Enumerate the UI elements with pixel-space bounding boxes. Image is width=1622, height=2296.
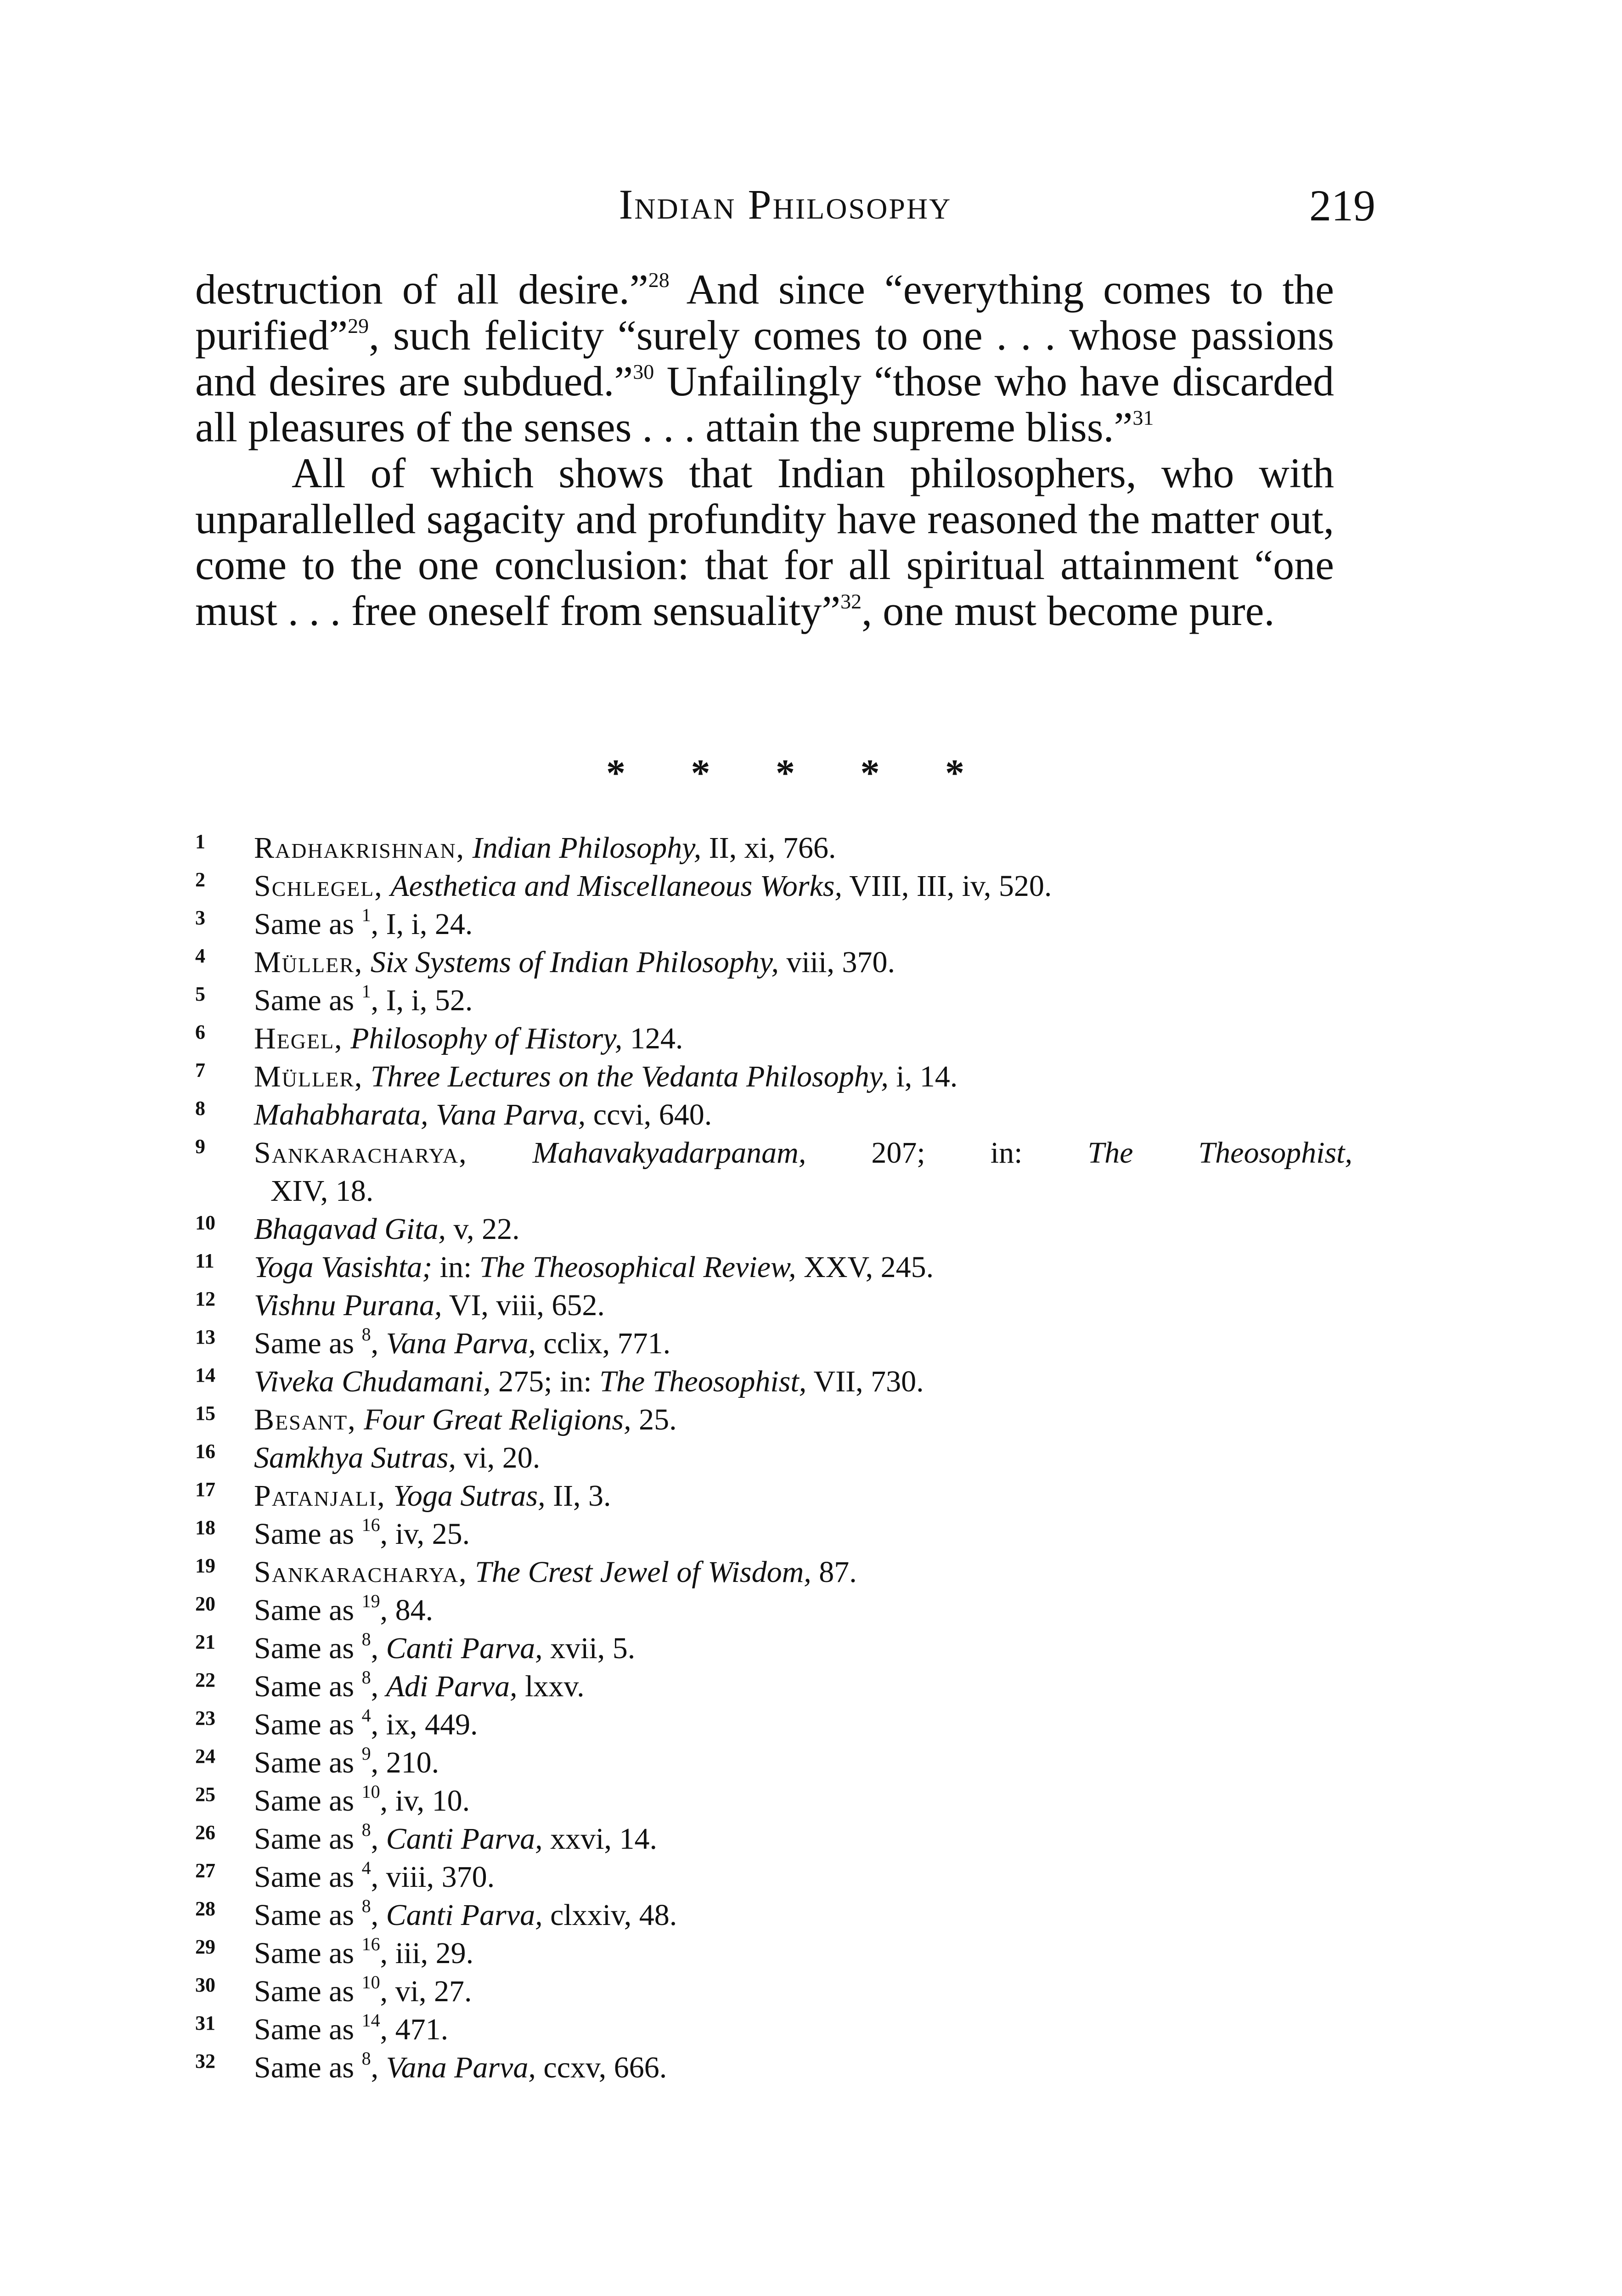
footnote-reference: 87. <box>811 1555 857 1589</box>
footnote-text <box>254 1858 1352 1896</box>
section-separator <box>606 751 964 795</box>
footnote-text <box>254 1286 1352 1324</box>
footnote-text <box>254 905 1352 943</box>
paragraph-1 <box>195 266 1334 450</box>
body-text <box>195 266 1334 634</box>
footnote-number: 26 <box>195 1821 215 1844</box>
footnote-prefix: Same as <box>254 1327 362 1360</box>
footnote-prefix: Same as <box>254 1898 362 1932</box>
footnote-crossref: 16 <box>361 1514 380 1535</box>
footnote <box>195 981 1352 1019</box>
footnote <box>195 2010 1352 2048</box>
text-run: Unfailingly “those who have discarded all pleasures of the senses . . . attain the supreme bliss.” <box>195 358 1334 450</box>
footnote-prefix: Same as <box>254 984 362 1017</box>
footnote-reference: xxvi, 14. <box>542 1822 657 1856</box>
footnote <box>195 1401 1352 1439</box>
footnote-title: Vana Parva, <box>386 1327 536 1360</box>
footnote-reference: 25. <box>631 1403 677 1436</box>
footnote-reference: , <box>371 1670 386 1703</box>
footnote-text <box>254 1134 1352 1172</box>
footnotes <box>195 829 1352 2087</box>
footnote-prefix <box>467 1555 475 1589</box>
footnote-reference: lxxv. <box>517 1670 585 1703</box>
footnote-author: Besant, <box>254 1403 356 1436</box>
footnote-reference: ccxv, 666. <box>535 2051 667 2084</box>
footnote-reference: , <box>371 1327 386 1360</box>
footnote-number: 29 <box>195 1936 215 1958</box>
footnote <box>195 1705 1352 1744</box>
footnote-number: 11 <box>195 1249 214 1272</box>
footnote-text <box>254 2010 1352 2048</box>
footnote <box>195 1362 1352 1401</box>
footnote-prefix: Same as <box>254 1746 362 1779</box>
paragraph-2 <box>195 450 1334 634</box>
footnote <box>195 1096 1352 1134</box>
footnote-reference: , viii, 370. <box>371 1860 495 1894</box>
footnote-prefix: Same as <box>254 1517 362 1551</box>
footnote-crossref: 8 <box>361 1324 371 1345</box>
footnote <box>195 829 1352 867</box>
footnote-title: Samkhya Sutras, <box>254 1441 456 1474</box>
note-reference: 28 <box>648 268 670 292</box>
footnote-reference: , <box>371 2051 386 2084</box>
footnote-prefix <box>386 1479 394 1513</box>
footnote-text <box>254 981 1352 1019</box>
footnote-title: Yoga Vasishta; <box>254 1250 433 1284</box>
footnote <box>195 1439 1352 1477</box>
footnote-text <box>254 1782 1352 1820</box>
asterisk: * <box>945 752 964 794</box>
footnote-reference: , I, i, 24. <box>371 907 473 941</box>
running-head <box>195 180 1375 231</box>
footnote-number: 15 <box>195 1402 215 1424</box>
footnote-prefix: Same as <box>254 2051 362 2084</box>
footnote-text <box>254 1629 1352 1667</box>
footnote-prefix <box>343 1022 351 1055</box>
footnote-reference: , <box>371 1822 386 1856</box>
footnote <box>195 1858 1352 1896</box>
footnote-prefix: Same as <box>254 1975 362 2008</box>
footnote <box>195 1134 1352 1210</box>
footnote-number: 12 <box>195 1288 215 1310</box>
footnote-number: 31 <box>195 2012 215 2034</box>
note-reference: 29 <box>348 314 369 338</box>
footnote-author: Schlegel, <box>254 869 383 903</box>
footnote <box>195 1210 1352 1248</box>
footnote <box>195 1019 1352 1058</box>
footnote-reference: VIII, III, iv, 520. <box>842 869 1052 903</box>
footnote-text <box>254 1972 1352 2010</box>
footnote-number: 27 <box>195 1859 215 1882</box>
footnote-title: Aesthetica and Miscellaneous Works, <box>390 869 842 903</box>
footnote-number: 9 <box>195 1135 205 1158</box>
footnote-text <box>254 2048 1352 2087</box>
footnote-text <box>254 1705 1352 1744</box>
footnote-crossref: 8 <box>361 1819 371 1840</box>
footnote-reference: v, 22. <box>445 1212 520 1246</box>
footnote-number: 8 <box>195 1097 205 1120</box>
text-run: destruction of all desire.” <box>195 266 648 313</box>
footnote-title: Canti Parva, <box>386 1822 543 1856</box>
footnote-number: 17 <box>195 1478 215 1501</box>
footnote-text <box>254 1210 1352 1248</box>
footnote <box>195 905 1352 943</box>
footnote-title: Canti Parva, <box>386 1632 543 1665</box>
footnote-text <box>254 1019 1352 1058</box>
footnote <box>195 1591 1352 1629</box>
footnote-prefix: Same as <box>254 1632 362 1665</box>
footnote-reference: , iii, 29. <box>380 1936 474 1970</box>
footnote-text <box>254 1324 1352 1362</box>
text-run: And since “everything comes to the purified” <box>195 266 1335 359</box>
footnote-crossref: 8 <box>361 1667 371 1688</box>
footnote-text <box>254 1553 1352 1591</box>
footnote-number: 20 <box>195 1593 215 1615</box>
footnote-reference: 275; in: <box>490 1365 600 1398</box>
footnote <box>195 1667 1352 1705</box>
footnote-reference: II, xi, 766. <box>701 831 836 865</box>
footnote-prefix: Same as <box>254 1670 362 1703</box>
footnote-crossref: 9 <box>361 1743 371 1764</box>
footnote-number: 22 <box>195 1669 215 1691</box>
footnote-reference: , 84. <box>380 1593 434 1627</box>
text-run: , one must become pure. <box>862 587 1275 634</box>
footnote-title: Indian Philosophy, <box>472 831 702 865</box>
footnote-reference: XXV, 245. <box>796 1250 934 1284</box>
footnote-reference: II, 3. <box>545 1479 611 1513</box>
footnote-text <box>254 829 1352 867</box>
footnote-title: Vana Parva, <box>386 2051 536 2084</box>
footnote <box>195 1820 1352 1858</box>
footnote-title: Adi Parva, <box>386 1670 518 1703</box>
footnote-text <box>254 1477 1352 1515</box>
footnote-number: 2 <box>195 868 205 891</box>
footnote-prefix <box>356 1403 364 1436</box>
footnote-text <box>254 1667 1352 1705</box>
footnote-prefix <box>363 1060 371 1093</box>
footnote-reference: XIV, 18. <box>270 1174 374 1208</box>
footnote-title: Canti Parva, <box>386 1898 543 1932</box>
footnote-crossref: 10 <box>361 1972 380 1992</box>
footnote <box>195 1896 1352 1934</box>
footnote-prefix <box>465 831 473 865</box>
note-reference: 32 <box>840 590 862 613</box>
footnote-text <box>254 1744 1352 1782</box>
footnote <box>195 1515 1352 1553</box>
footnote <box>195 1629 1352 1667</box>
footnote-text <box>254 1934 1352 1972</box>
footnote-crossref: 8 <box>361 2048 371 2069</box>
footnote-text <box>254 1515 1352 1553</box>
footnote-number: 25 <box>195 1783 215 1806</box>
footnote-prefix: Same as <box>254 1593 362 1627</box>
footnote-text <box>254 1896 1352 1934</box>
footnote-number: 4 <box>195 945 205 967</box>
footnote-title: Viveka Chudamani, <box>254 1365 491 1398</box>
footnote-reference: , 471. <box>380 2013 449 2046</box>
footnote-source: The Theosophical Review, <box>479 1250 796 1284</box>
footnote-number: 7 <box>195 1059 205 1081</box>
footnote-author: Radhakrishnan, <box>254 831 465 865</box>
footnote <box>195 1058 1352 1096</box>
footnote-author: Müller, <box>254 945 363 979</box>
footnote-prefix: Same as <box>254 907 362 941</box>
footnote-reference: , 210. <box>371 1746 439 1779</box>
footnote-title: Bhagavad Gita, <box>254 1212 446 1246</box>
footnote-number: 10 <box>195 1211 215 1234</box>
text-run: All of which shows that Indian philosophers, who with unparallelled sagacity and profundity have reasoned the matter out, come to the one conclusion: that for all spiritual attainment “one must . . . free oneself from sensuality” <box>195 450 1334 634</box>
running-title: Indian Philosophy <box>619 181 952 228</box>
footnote-reference: , ix, 449. <box>371 1708 478 1741</box>
footnote-prefix: Same as <box>254 2013 362 2046</box>
footnote-source: The Theosophist, <box>599 1365 807 1398</box>
footnote-text <box>254 1058 1352 1096</box>
footnote-number: 24 <box>195 1745 215 1767</box>
asterisk: * <box>860 752 880 794</box>
footnote-author: Patanjali, <box>254 1479 386 1513</box>
footnote-title: Mahabharata, Vana Parva, <box>254 1098 586 1131</box>
footnote-crossref: 14 <box>361 2010 380 2031</box>
footnote-text <box>254 1401 1352 1439</box>
footnote-crossref: 8 <box>361 1629 371 1649</box>
footnote-reference: , iv, 10. <box>380 1784 470 1818</box>
footnote-title: The Crest Jewel of Wisdom, <box>475 1555 811 1589</box>
footnote-source: The Theosophist, <box>1087 1136 1353 1170</box>
footnote-prefix <box>363 945 371 979</box>
footnote <box>195 1324 1352 1362</box>
note-reference: 31 <box>1132 406 1154 429</box>
footnote-prefix: Same as <box>254 1936 362 1970</box>
footnote-prefix: Same as <box>254 1822 362 1856</box>
footnote-number: 28 <box>195 1897 215 1920</box>
footnote-text <box>254 1096 1352 1134</box>
footnote-number: 3 <box>195 906 205 929</box>
footnote <box>195 943 1352 981</box>
asterisk: * <box>606 752 625 794</box>
footnote-reference: xvii, 5. <box>542 1632 636 1665</box>
footnote-text <box>254 1820 1352 1858</box>
footnote-author: Sankaracharya, <box>254 1136 467 1170</box>
footnote-number: 23 <box>195 1707 215 1729</box>
footnote-crossref: 10 <box>361 1781 380 1802</box>
footnote-number: 14 <box>195 1364 215 1386</box>
footnote-number: 16 <box>195 1440 215 1463</box>
footnote-number: 13 <box>195 1326 215 1348</box>
footnote <box>195 1934 1352 1972</box>
footnote-prefix: Same as <box>254 1860 362 1894</box>
footnote-reference: , <box>371 1632 386 1665</box>
footnote-reference: , <box>371 1898 386 1932</box>
footnote-number: 6 <box>195 1021 205 1043</box>
footnote-text <box>254 1362 1352 1401</box>
footnote <box>195 1782 1352 1820</box>
footnote-reference: ccvi, 640. <box>586 1098 712 1131</box>
footnote-reference: vi, 20. <box>456 1441 541 1474</box>
footnote <box>195 1744 1352 1782</box>
footnote <box>195 1553 1352 1591</box>
page-number: 219 <box>1309 181 1375 230</box>
footnote <box>195 1286 1352 1324</box>
footnote <box>195 1477 1352 1515</box>
footnote-reference: VI, viii, 652. <box>442 1289 605 1322</box>
footnote-title: Vishnu Purana, <box>254 1289 442 1322</box>
footnote <box>195 867 1352 905</box>
footnote-text <box>254 1439 1352 1477</box>
footnote-author: Sankaracharya, <box>254 1555 467 1589</box>
footnote-title: Four Great Religions, <box>364 1403 631 1436</box>
footnote-crossref: 1 <box>361 981 371 1002</box>
footnote-reference: , iv, 25. <box>380 1517 470 1551</box>
footnote-reference: VII, 730. <box>806 1365 924 1398</box>
footnote <box>195 1972 1352 2010</box>
footnote-title: Mahavakyadarpanam, <box>532 1136 806 1170</box>
footnote-reference: 124. <box>622 1022 683 1055</box>
footnote <box>195 1248 1352 1286</box>
footnote-title: Philosophy of History, <box>350 1022 623 1055</box>
footnote-title: Yoga Sutras, <box>393 1479 546 1513</box>
footnote-text <box>254 1248 1352 1286</box>
footnote-prefix: Same as <box>254 1708 362 1741</box>
footnote-crossref: 4 <box>361 1857 371 1878</box>
footnote-reference: in: <box>432 1250 479 1284</box>
footnote-crossref: 19 <box>361 1591 380 1611</box>
footnote-crossref: 4 <box>361 1705 371 1726</box>
footnote-reference: viii, 370. <box>778 945 895 979</box>
footnote-crossref: 16 <box>361 1934 380 1954</box>
footnote-number: 18 <box>195 1516 215 1539</box>
footnote-title: Six Systems of Indian Philosophy, <box>370 945 779 979</box>
note-reference: 30 <box>633 360 654 383</box>
footnote-reference: cclix, 771. <box>535 1327 671 1360</box>
footnote-crossref: 1 <box>361 905 371 925</box>
footnote-number: 32 <box>195 2050 215 2072</box>
footnote-number: 30 <box>195 1974 215 1996</box>
footnote-prefix: Same as <box>254 1784 362 1818</box>
footnote-author: Müller, <box>254 1060 363 1093</box>
footnote-number: 1 <box>195 830 205 853</box>
asterisk: * <box>776 752 795 794</box>
footnote-crossref: 8 <box>361 1896 371 1916</box>
footnote-number: 5 <box>195 983 205 1005</box>
footnote <box>195 2048 1352 2087</box>
text-run: , such felicity “surely comes to one . . . whose passions and desires are subdued.” <box>195 312 1334 405</box>
footnote-text <box>254 1591 1352 1629</box>
footnote-reference: , I, i, 52. <box>371 984 473 1017</box>
footnote-title: Three Lectures on the Vedanta Philosophy, <box>370 1060 889 1093</box>
footnote-text <box>254 943 1352 981</box>
footnote-reference: 207; in: <box>871 1136 1023 1170</box>
footnote-reference: i, 14. <box>888 1060 958 1093</box>
footnote-reference: clxxiv, 48. <box>542 1898 677 1932</box>
footnote-text <box>254 867 1352 905</box>
footnote-reference: , vi, 27. <box>380 1975 472 2008</box>
footnote-prefix <box>383 869 391 903</box>
footnote-number: 19 <box>195 1554 215 1577</box>
footnote-number: 21 <box>195 1631 215 1653</box>
footnote-author: Hegel, <box>254 1022 343 1055</box>
asterisk: * <box>691 752 710 794</box>
